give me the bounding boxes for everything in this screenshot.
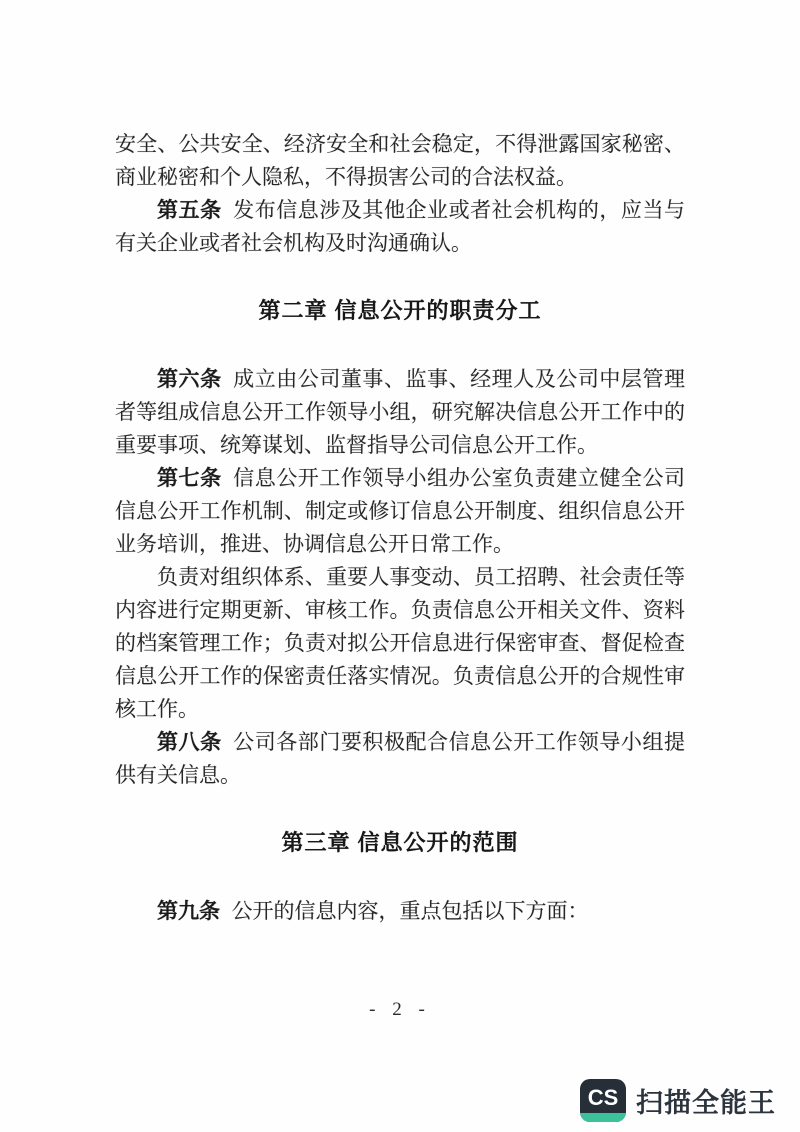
article-7-label: 第七条 [157,466,222,490]
article-6 [115,363,685,462]
camscanner-icon-accent-strip [580,1113,626,1122]
article-6-text: 成立由公司董事、监事、经理人及公司中层管理者等组成信息公开工作领导小组，研究解决信息公开工作中的重要事项、统筹谋划、监督指导公司信息公开工作。 [115,367,685,457]
article-8-label: 第八条 [157,730,222,754]
article-6-label: 第六条 [157,367,222,391]
article-8 [115,726,685,792]
chapter-2-heading: 第二章 信息公开的职责分工 [258,298,542,323]
article-5 [115,194,685,260]
camscanner-icon [580,1079,626,1122]
article-9 [115,895,685,928]
article-8-text: 公司各部门要积极配合信息公开工作领导小组提供有关信息。 [115,730,685,787]
page-number: - 2 - [369,999,431,1020]
paragraph-continuation: 安全、公共安全、经济安全和社会稳定，不得泄露国家秘密、商业秘密和个人隐私，不得损害公司的合法权益。 [115,132,685,189]
camscanner-icon-label: CS [587,1085,619,1110]
article-7 [115,462,685,561]
article-9-text: 公开的信息内容，重点包括以下方面： [231,899,589,923]
article-7-duties-paragraph: 负责对组织体系、重要人事变动、员工招聘、社会责任等内容进行定期更新、审核工作。负责信息公开相关文件、资料的档案管理工作；负责对拟公开信息进行保密审查、督促检查信息公开工作的保密责任落实情况。负责信息公开的合规性审核工作。 [115,565,685,721]
article-5-text: 发布信息涉及其他企业或者社会机构的，应当与有关企业或者社会机构及时沟通确认。 [115,198,685,255]
camscanner-brand-label: 扫描全能王 [636,1088,776,1118]
document-body [115,128,685,928]
camscanner-watermark [580,1079,776,1122]
article-9-label: 第九条 [157,899,220,923]
chapter-3-heading: 第三章 信息公开的范围 [281,830,519,855]
article-5-label: 第五条 [157,198,222,222]
article-7-text: 信息公开工作领导小组办公室负责建立健全公司信息公开工作机制、制定或修订信息公开制度、组织信息公开业务培训，推进、协调信息公开日常工作。 [115,466,685,556]
